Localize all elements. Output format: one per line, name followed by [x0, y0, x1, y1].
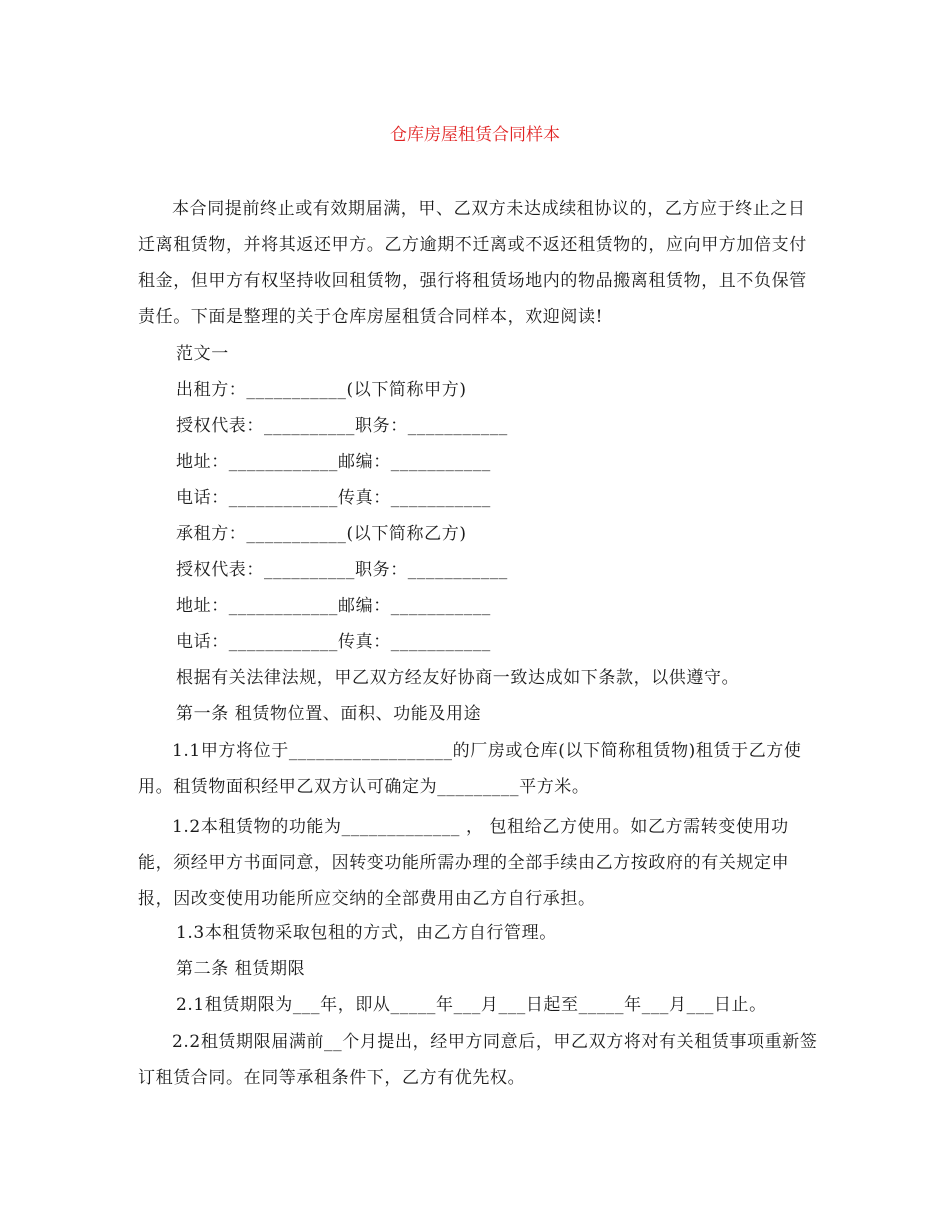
clause-2-2: 2.2租赁期限届满前__个月提出，经甲方同意后，甲乙双方将对有关租赁事项重新签订租赁合同。在同等承租条件下，乙方有优先权。 — [138, 1032, 818, 1088]
agreement-line: 根据有关法律法规，甲乙双方经友好协商一致达成如下条款，以供遵守。 — [176, 668, 740, 688]
lessor-rep-line: 授权代表：__________职务：___________ — [176, 416, 508, 436]
clause-2-1: 2.1租赁期限为___年，即从_____年___月___日起至_____年___月___日止。 — [176, 995, 767, 1015]
lessee-line: 承租方：___________(以下简称乙方) — [176, 524, 467, 544]
lessee-phone-line: 电话：____________传真：___________ — [176, 632, 491, 652]
lessee-rep-line: 授权代表：__________职务：___________ — [176, 560, 508, 580]
article-2-heading: 第二条 租赁期限 — [176, 959, 306, 979]
sample-heading: 范文一 — [176, 344, 229, 364]
clause-1-2: 1.2本租赁物的功能为_____________ ， 包租给乙方使用。如乙方需转变使用功能，须经甲方书面同意，因转变功能所需办理的全部手续由乙方按政府的有关规定申报，因改变使用功能所应交纳的全部费用由乙方自行承担。 — [138, 817, 790, 909]
clause-1-3: 1.3本租赁物采取包租的方式，由乙方自行管理。 — [176, 923, 557, 943]
intro-paragraph: 本合同提前终止或有效期届满，甲、乙双方未达成续租协议的，乙方应于终止之日迁离租赁物，并将其返还甲方。乙方逾期不迁离或不返还租赁物的，应向甲方加倍支付租金，但甲方有权坚持收回租赁物，强行将租赁场地内的物品搬离租赁物，且不负保管责任。下面是整理的关于仓库房屋租赁合同样本，欢迎阅读! — [138, 199, 807, 327]
document-title: 仓库房屋租赁合同样本 — [390, 125, 560, 145]
lessee-address-line: 地址：____________邮编：___________ — [176, 596, 491, 616]
clause-1-1: 1.1甲方将位于__________________的厂房或仓库(以下简称租赁物)租赁于乙方使用。租赁物面积经甲乙双方认可确定为_________平方米。 — [138, 741, 802, 797]
lessor-address-line: 地址：____________邮编：___________ — [176, 452, 491, 472]
article-1-heading: 第一条 租赁物位置、面积、功能及用途 — [176, 704, 482, 724]
lessor-line: 出租方：___________(以下简称甲方) — [176, 380, 467, 400]
lessor-phone-line: 电话：____________传真：___________ — [176, 488, 491, 508]
